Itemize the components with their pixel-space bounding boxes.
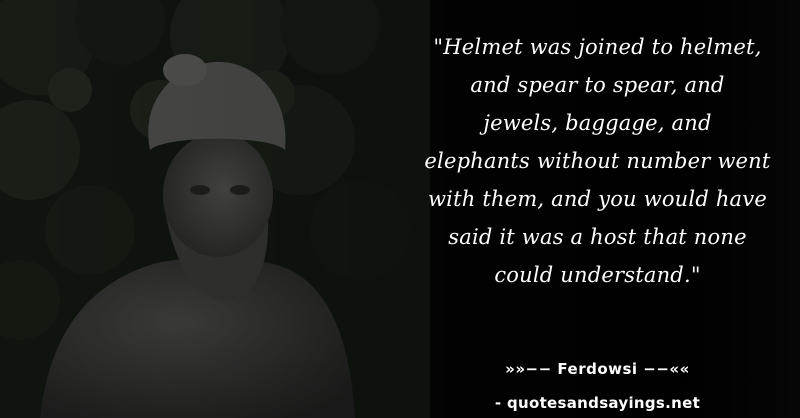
quote-text (405, 28, 790, 294)
quote-line: with them, and you would have (428, 187, 767, 211)
quote-line: elephants without number went (424, 149, 771, 173)
quote-author: »»−− Ferdowsi −−«« (505, 360, 690, 378)
quote-line: jewels, baggage, and (483, 111, 712, 135)
quote-line: and spear to spear, and (470, 73, 725, 97)
quote-line: could understand." (494, 263, 701, 287)
quote-line: said it was a host that none (448, 225, 747, 249)
source-website: - quotesandsayings.net (494, 394, 701, 412)
quote-line: "Helmet was joined to helmet, (433, 35, 762, 59)
